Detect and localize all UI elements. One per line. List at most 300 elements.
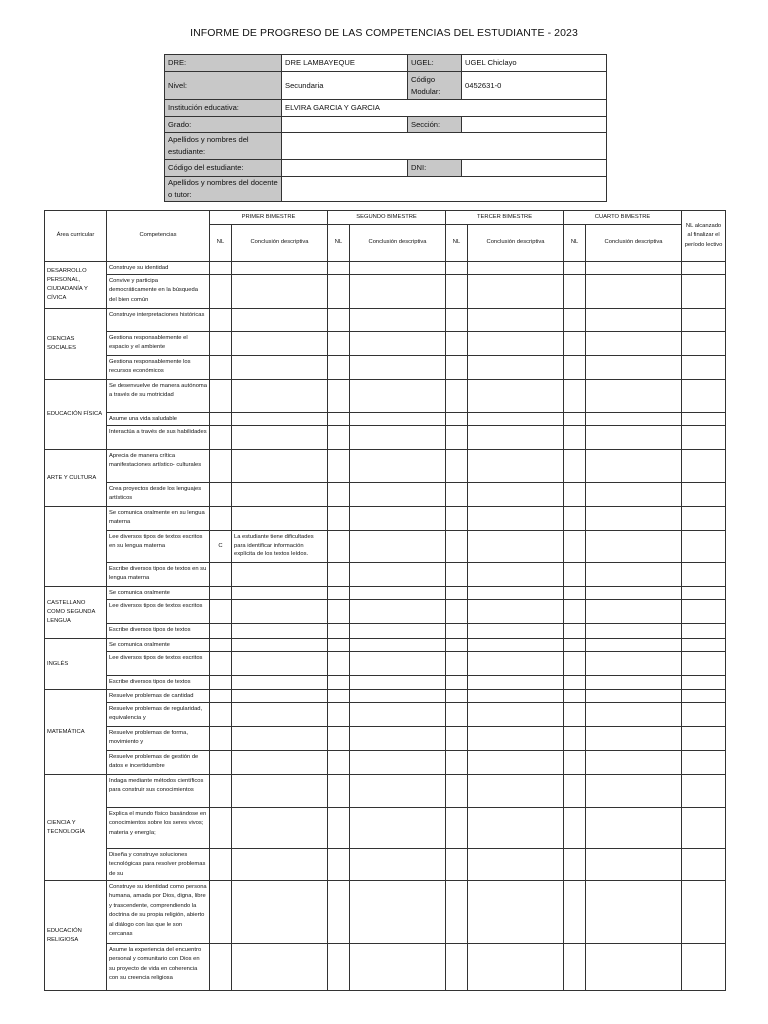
nl-cell <box>564 483 586 507</box>
nl-cell <box>328 727 350 751</box>
table-row <box>45 413 726 426</box>
nl-cell <box>328 624 350 639</box>
conclusion-cell <box>350 624 446 639</box>
conclusion-cell <box>586 600 682 624</box>
conclusion-cell <box>350 703 446 727</box>
table-row <box>45 587 726 600</box>
conclusion-cell <box>586 380 682 413</box>
dni-label: DNI: <box>408 160 462 177</box>
nl-cell <box>328 849 350 881</box>
competencia-name: Aprecia de manera crítica manifestaciones artístico- culturales <box>107 450 210 483</box>
nl-final-cell <box>682 944 726 991</box>
competencia-name: Lee diversos tipos de textos escritos en su lengua materna <box>107 531 210 563</box>
nl-cell <box>328 703 350 727</box>
nl-header: NL <box>328 225 350 262</box>
nl-cell <box>210 275 232 309</box>
nl-cell <box>446 690 468 703</box>
nl-final-cell <box>682 356 726 380</box>
conclusion-cell <box>468 275 564 309</box>
conclusion-header: Conclusión descriptiva <box>232 225 328 262</box>
nl-cell <box>328 587 350 600</box>
table-row <box>45 690 726 703</box>
nl-final-cell <box>682 751 726 775</box>
conclusion-cell <box>468 849 564 881</box>
nl-cell <box>446 450 468 483</box>
conclusion-cell <box>350 849 446 881</box>
nl-final-cell <box>682 600 726 624</box>
nl-cell <box>564 309 586 332</box>
conclusion-cell <box>350 808 446 849</box>
nl-cell <box>210 690 232 703</box>
conclusion-cell <box>350 676 446 690</box>
conclusion-cell <box>232 356 328 380</box>
conclusion-cell <box>232 881 328 944</box>
nl-cell <box>210 703 232 727</box>
ugel-value: UGEL Chiclayo <box>462 55 607 72</box>
nl-cell <box>210 676 232 690</box>
conclusion-cell <box>468 507 564 531</box>
table-row <box>45 624 726 639</box>
nl-cell <box>446 483 468 507</box>
conclusion-cell <box>468 483 564 507</box>
report-title: INFORME DE PROGRESO DE LAS COMPETENCIAS DEL ESTUDIANTE - 2023 <box>190 27 578 39</box>
nl-cell <box>328 426 350 450</box>
conclusion-cell <box>350 413 446 426</box>
nl-final-cell <box>682 690 726 703</box>
nl-cell <box>446 808 468 849</box>
competencia-name: Resuelve problemas de cantidad <box>107 690 210 703</box>
nl-cell <box>328 775 350 808</box>
dre-label: DRE: <box>165 55 282 72</box>
area-name <box>45 507 107 587</box>
nl-cell <box>210 775 232 808</box>
conclusion-cell <box>350 587 446 600</box>
table-row <box>45 600 726 624</box>
nl-cell <box>446 775 468 808</box>
conclusion-cell <box>468 262 564 275</box>
conclusion-cell <box>232 413 328 426</box>
nl-cell <box>564 275 586 309</box>
nl-cell <box>210 808 232 849</box>
nl-cell <box>328 332 350 356</box>
nl-cell <box>564 450 586 483</box>
nl-cell <box>564 849 586 881</box>
conclusion-cell <box>232 808 328 849</box>
competencia-name: Escribe diversos tipos de textos <box>107 624 210 639</box>
nl-cell <box>210 507 232 531</box>
conclusion-cell <box>232 652 328 676</box>
conclusion-cell <box>232 751 328 775</box>
conclusion-cell <box>468 413 564 426</box>
nl-cell <box>328 507 350 531</box>
area-name: EDUCACIÓN RELIGIOSA <box>45 881 107 991</box>
nl-cell <box>564 587 586 600</box>
codigo-modular-value: 0452631-0 <box>462 72 607 100</box>
conclusion-header: Conclusión descriptiva <box>468 225 564 262</box>
nl-cell <box>210 356 232 380</box>
conclusion-cell <box>232 690 328 703</box>
nl-cell <box>328 450 350 483</box>
nl-cell <box>446 413 468 426</box>
competencias-header: Competencias <box>107 211 210 262</box>
table-row <box>45 426 726 450</box>
nl-cell <box>564 380 586 413</box>
nl-cell <box>446 587 468 600</box>
nl-cell <box>210 639 232 652</box>
nl-final-header: NL alcanzado al finalizar el período lectivo <box>682 211 726 262</box>
nl-final-cell <box>682 624 726 639</box>
nl-cell <box>446 676 468 690</box>
competencia-name: Indaga mediante métodos científicos para construir sus conocimientos <box>107 775 210 808</box>
conclusion-cell <box>350 356 446 380</box>
conclusion-cell <box>468 600 564 624</box>
competencias-grades-table <box>44 210 726 991</box>
conclusion-cell <box>586 356 682 380</box>
conclusion-cell <box>232 944 328 991</box>
conclusion-cell <box>468 380 564 413</box>
conclusion-cell <box>232 727 328 751</box>
ugel-label: UGEL: <box>408 55 462 72</box>
nl-cell <box>210 332 232 356</box>
nivel-label: Nivel: <box>165 72 282 100</box>
nl-final-cell <box>682 309 726 332</box>
conclusion-cell <box>586 262 682 275</box>
conclusion-cell <box>586 690 682 703</box>
nl-cell <box>564 356 586 380</box>
dre-value: DRE LAMBAYEQUE <box>282 55 408 72</box>
nl-cell <box>210 450 232 483</box>
seccion-label: Sección: <box>408 117 462 133</box>
nl-cell <box>564 676 586 690</box>
nl-cell <box>446 751 468 775</box>
conclusion-cell <box>468 944 564 991</box>
nl-cell <box>328 275 350 309</box>
nl-cell <box>446 356 468 380</box>
conclusion-cell <box>468 881 564 944</box>
nl-cell <box>564 563 586 587</box>
conclusion-cell <box>468 808 564 849</box>
conclusion-cell <box>350 309 446 332</box>
conclusion-cell <box>468 751 564 775</box>
nl-cell <box>564 944 586 991</box>
nl-cell <box>446 624 468 639</box>
bimestre-4-header: CUARTO BIMESTRE <box>564 211 682 225</box>
conclusion-header: Conclusión descriptiva <box>350 225 446 262</box>
conclusion-cell <box>350 652 446 676</box>
conclusion-cell <box>232 563 328 587</box>
conclusion-cell <box>350 600 446 624</box>
nl-cell <box>564 652 586 676</box>
nl-cell <box>564 426 586 450</box>
conclusion-cell <box>586 332 682 356</box>
nl-cell <box>328 652 350 676</box>
competencia-name: Convive y participa democráticamente en la búsqueda del bien común <box>107 275 210 309</box>
conclusion-cell <box>232 639 328 652</box>
nl-cell <box>446 332 468 356</box>
conclusion-cell <box>468 652 564 676</box>
table-row <box>45 450 726 483</box>
nl-cell <box>446 639 468 652</box>
table-row <box>45 881 726 944</box>
conclusion-cell <box>232 507 328 531</box>
nl-cell <box>446 426 468 450</box>
table-row <box>45 275 726 309</box>
table-row <box>45 639 726 652</box>
nl-final-cell <box>682 413 726 426</box>
nl-header: NL <box>564 225 586 262</box>
conclusion-cell <box>586 944 682 991</box>
table-row <box>45 531 726 563</box>
conclusion-cell <box>232 676 328 690</box>
nl-cell <box>210 483 232 507</box>
competencia-name: Se comunica oralmente <box>107 639 210 652</box>
conclusion-cell <box>468 624 564 639</box>
nl-final-cell <box>682 676 726 690</box>
competencia-name: Lee diversos tipos de textos escritos <box>107 600 210 624</box>
conclusion-cell <box>468 309 564 332</box>
nl-final-cell <box>682 483 726 507</box>
nivel-value: Secundaria <box>282 72 408 100</box>
nl-cell <box>564 703 586 727</box>
nl-cell <box>210 426 232 450</box>
grado-label: Grado: <box>165 117 282 133</box>
competencia-name: Resuelve problemas de gestión de datos e incertidumbre <box>107 751 210 775</box>
seccion-value <box>462 117 607 133</box>
conclusion-cell <box>232 275 328 309</box>
table-row <box>45 356 726 380</box>
nl-cell <box>564 775 586 808</box>
conclusion-cell <box>468 563 564 587</box>
nl-cell <box>446 881 468 944</box>
nl-cell <box>328 563 350 587</box>
competencia-name: Se desenvuelve de manera autónoma a través de su motricidad <box>107 380 210 413</box>
nl-cell <box>328 356 350 380</box>
nl-cell <box>210 881 232 944</box>
competencia-name: Diseña y construye soluciones tecnológicas para resolver problemas de su <box>107 849 210 881</box>
nl-cell <box>564 727 586 751</box>
bimestre-3-header: TERCER BIMESTRE <box>446 211 564 225</box>
codigo-modular-label: Código Modular: <box>408 72 462 100</box>
conclusion-cell <box>350 483 446 507</box>
table-row <box>45 483 726 507</box>
nl-final-cell <box>682 507 726 531</box>
grades-body <box>45 262 726 991</box>
area-name: CIENCIA Y TECNOLOGÍA <box>45 775 107 881</box>
nl-cell <box>210 413 232 426</box>
conclusion-cell <box>350 639 446 652</box>
area-name: INGLÉS <box>45 639 107 690</box>
docente-value <box>282 177 607 202</box>
nl-cell <box>564 600 586 624</box>
conclusion-cell <box>350 380 446 413</box>
area-name: CIENCIAS SOCIALES <box>45 309 107 380</box>
nl-cell <box>564 507 586 531</box>
conclusion-cell <box>232 332 328 356</box>
conclusion-cell <box>232 849 328 881</box>
nl-final-cell <box>682 849 726 881</box>
conclusion-cell <box>586 309 682 332</box>
table-row <box>45 944 726 991</box>
nl-cell <box>210 727 232 751</box>
conclusion-cell <box>232 587 328 600</box>
nl-cell <box>210 262 232 275</box>
table-row <box>45 652 726 676</box>
nl-final-cell <box>682 881 726 944</box>
competencia-name: Asume la experiencia del encuentro personal y comunitario con Dios en su proyecto de vida en coherencia con su creencia religiosa <box>107 944 210 991</box>
conclusion-cell <box>468 426 564 450</box>
codigo-estudiante-label: Código del estudiante: <box>165 160 282 177</box>
nl-cell <box>446 507 468 531</box>
conclusion-cell <box>586 450 682 483</box>
conclusion-cell <box>350 531 446 563</box>
docente-label: Apellidos y nombres del docente o tutor: <box>165 177 282 202</box>
nl-final-cell <box>682 652 726 676</box>
conclusion-cell <box>586 426 682 450</box>
nl-final-cell <box>682 563 726 587</box>
table-row <box>45 563 726 587</box>
table-row <box>45 727 726 751</box>
competencia-name: Se comunica oralmente en su lengua materna <box>107 507 210 531</box>
nl-cell <box>210 624 232 639</box>
nl-header: NL <box>210 225 232 262</box>
bimestre-1-header: PRIMER BIMESTRE <box>210 211 328 225</box>
nl-cell <box>210 563 232 587</box>
nl-cell <box>328 531 350 563</box>
competencia-name: Crea proyectos desde los lenguajes artísticos <box>107 483 210 507</box>
conclusion-cell <box>350 881 446 944</box>
table-row <box>45 751 726 775</box>
nl-cell <box>328 676 350 690</box>
conclusion-cell <box>350 727 446 751</box>
nl-cell <box>210 849 232 881</box>
competencia-name: Construye su identidad <box>107 262 210 275</box>
nl-cell <box>328 600 350 624</box>
codigo-estudiante-value <box>282 160 408 177</box>
conclusion-cell <box>586 676 682 690</box>
nl-cell <box>328 639 350 652</box>
nl-cell <box>446 703 468 727</box>
competencia-name: Construye su identidad como persona humana, amada por Dios, digna, libre y trascendente, comprendiendo la doctrina de su propia religión, abierto al diálogo con las que le son cercanas <box>107 881 210 944</box>
nl-final-cell <box>682 639 726 652</box>
nl-final-cell <box>682 775 726 808</box>
nl-cell <box>564 262 586 275</box>
competencia-name: Construye interpretaciones históricas <box>107 309 210 332</box>
nl-cell <box>564 690 586 703</box>
competencia-name: Escribe diversos tipos de textos en su lengua materna <box>107 563 210 587</box>
conclusion-cell <box>232 426 328 450</box>
table-row <box>45 703 726 727</box>
conclusion-cell <box>586 587 682 600</box>
nl-cell <box>210 600 232 624</box>
conclusion-cell <box>586 531 682 563</box>
nl-cell <box>446 275 468 309</box>
nl-cell <box>328 944 350 991</box>
competencia-name: Explica el mundo físico basándose en conocimientos sobre los seres vivos; materia y energía; <box>107 808 210 849</box>
nl-cell <box>564 881 586 944</box>
nl-cell <box>328 690 350 703</box>
conclusion-cell <box>350 690 446 703</box>
nl-cell <box>564 413 586 426</box>
conclusion-cell <box>350 563 446 587</box>
conclusion-cell <box>232 483 328 507</box>
institucion-label: Institución educativa: <box>165 100 282 117</box>
nl-cell <box>446 309 468 332</box>
nl-cell <box>328 881 350 944</box>
conclusion-cell <box>468 639 564 652</box>
competencia-name: Resuelve problemas de regularidad, equivalencia y <box>107 703 210 727</box>
nl-cell <box>446 600 468 624</box>
nl-final-cell <box>682 587 726 600</box>
area-name: CASTELLANO COMO SEGUNDA LENGUA <box>45 587 107 639</box>
conclusion-cell <box>232 624 328 639</box>
competencia-name: Escribe diversos tipos de textos <box>107 676 210 690</box>
conclusion-cell <box>350 332 446 356</box>
apellidos-estudiante-label: Apellidos y nombres del estudiante: <box>165 133 282 160</box>
nl-final-cell <box>682 332 726 356</box>
nl-header: NL <box>446 225 468 262</box>
conclusion-cell <box>468 356 564 380</box>
area-name: EDUCACIÓN FÍSICA <box>45 380 107 450</box>
nl-final-cell <box>682 426 726 450</box>
nl-cell <box>328 309 350 332</box>
conclusion-cell <box>350 775 446 808</box>
student-info-table <box>164 54 607 202</box>
conclusion-cell <box>350 751 446 775</box>
nl-cell <box>328 380 350 413</box>
conclusion-cell <box>468 531 564 563</box>
conclusion-cell <box>468 775 564 808</box>
conclusion-cell <box>586 808 682 849</box>
table-row <box>45 849 726 881</box>
nl-cell <box>210 652 232 676</box>
conclusion-cell: La estudiante tiene dificultades para identificar información explícita de los textos leídos. <box>232 531 328 563</box>
competencia-name: Se comunica oralmente <box>107 587 210 600</box>
conclusion-cell <box>232 309 328 332</box>
institucion-value: ELVIRA GARCIA Y GARCIA <box>282 100 607 117</box>
conclusion-cell <box>586 849 682 881</box>
nl-cell <box>564 808 586 849</box>
nl-cell <box>564 639 586 652</box>
nl-cell <box>564 332 586 356</box>
nl-cell <box>564 531 586 563</box>
conclusion-cell <box>350 262 446 275</box>
grado-value <box>282 117 408 133</box>
nl-final-cell <box>682 531 726 563</box>
conclusion-cell <box>350 426 446 450</box>
area-header: Área curricular <box>45 211 107 262</box>
nl-cell <box>328 262 350 275</box>
nl-cell <box>446 727 468 751</box>
nl-cell <box>446 531 468 563</box>
area-name: MATEMÁTICA <box>45 690 107 775</box>
nl-final-cell <box>682 808 726 849</box>
table-row <box>45 262 726 275</box>
conclusion-cell <box>350 507 446 531</box>
conclusion-cell <box>350 450 446 483</box>
nl-cell <box>210 309 232 332</box>
nl-final-cell <box>682 450 726 483</box>
nl-final-cell <box>682 380 726 413</box>
nl-cell <box>446 563 468 587</box>
conclusion-cell <box>586 483 682 507</box>
conclusion-header: Conclusión descriptiva <box>586 225 682 262</box>
bimestre-2-header: SEGUNDO BIMESTRE <box>328 211 446 225</box>
conclusion-cell <box>586 563 682 587</box>
nl-final-cell <box>682 275 726 309</box>
conclusion-cell <box>586 275 682 309</box>
conclusion-cell <box>468 450 564 483</box>
conclusion-cell <box>232 600 328 624</box>
